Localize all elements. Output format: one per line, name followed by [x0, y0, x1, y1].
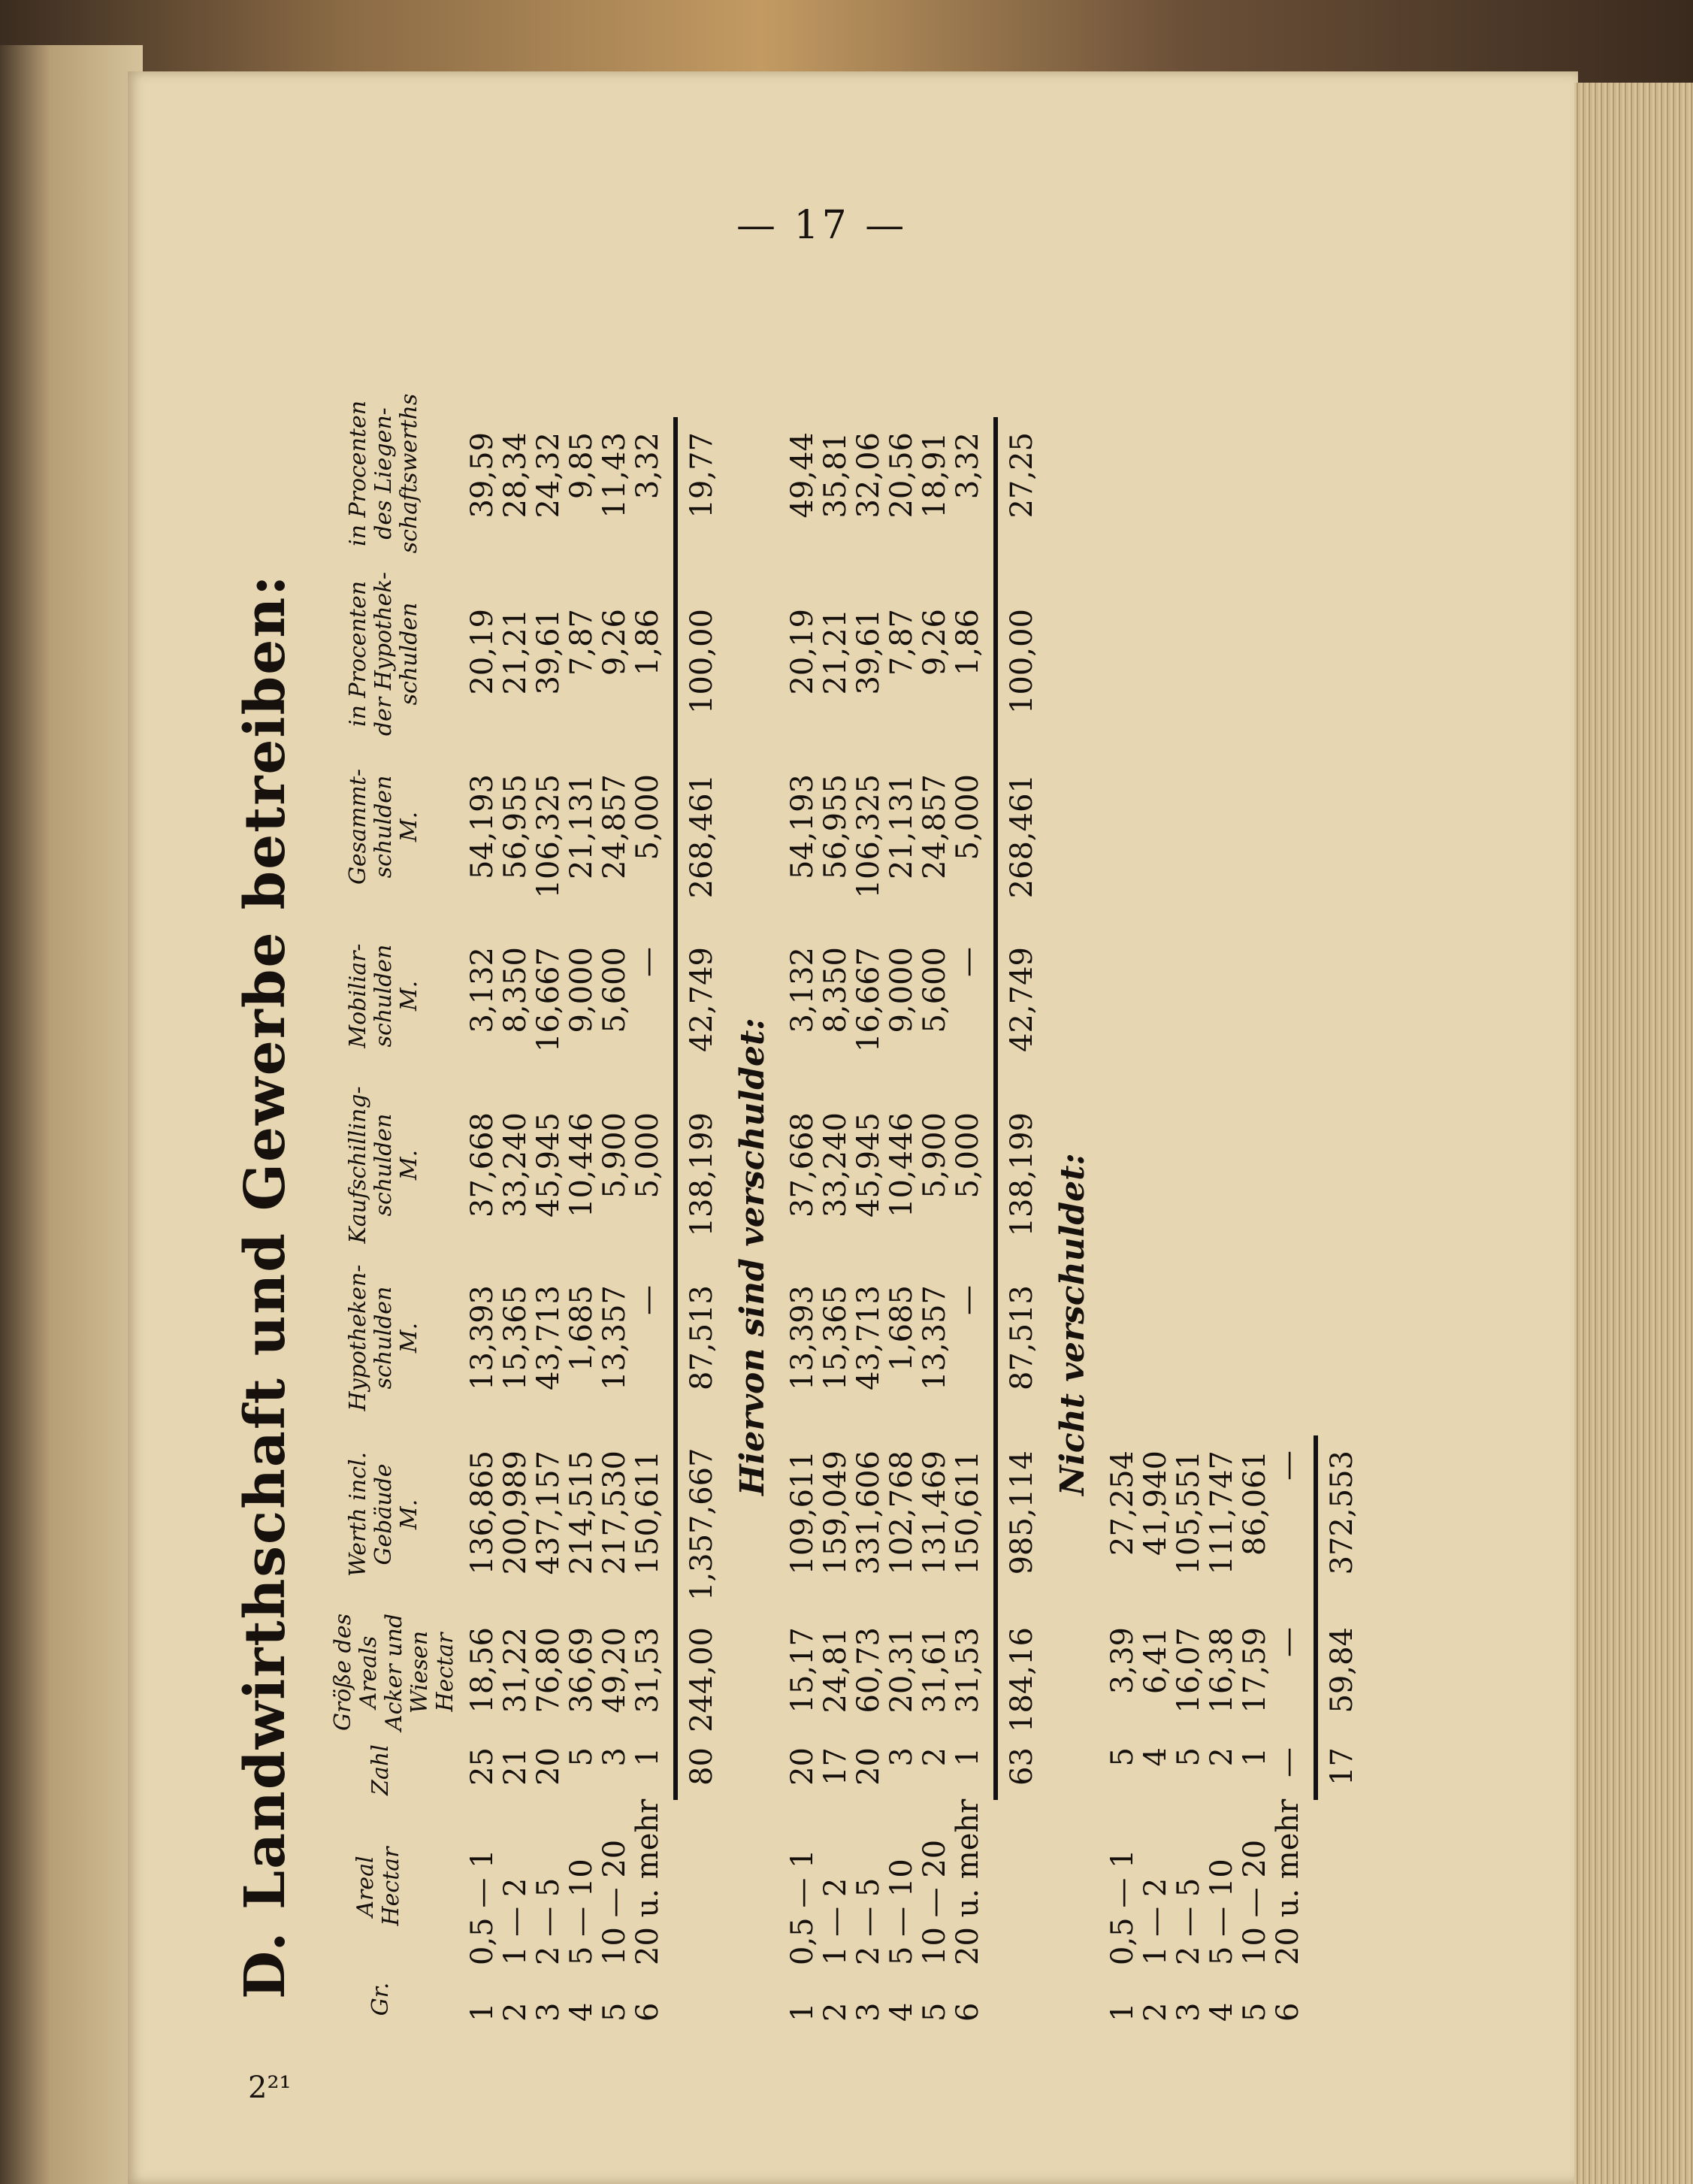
cell-zahl: 5 [1171, 1747, 1206, 1767]
table-row [1106, 68, 1139, 2022]
cell-kaufschilling: 37,668 [785, 1112, 820, 1218]
cell-gesammt: 5,000 [630, 774, 665, 861]
cell-gr: 2 [498, 2002, 533, 2022]
cell-kaufschilling: 138,199 [1005, 1112, 1039, 1237]
cell-proc-werth: 20,56 [884, 432, 919, 519]
cell-proc-hyp: 100,00 [1005, 609, 1039, 714]
cell-werth: 150,611 [951, 1450, 985, 1575]
cell-zahl: 20 [531, 1747, 566, 1786]
cell-areal: 20 u. mehr [1271, 1798, 1305, 1965]
cell-kaufschilling: 138,199 [685, 1112, 719, 1237]
cell-proc-hyp: 20,19 [785, 609, 820, 695]
cell-groesse: 31,53 [630, 1627, 665, 1714]
cell-proc-werth: 3,32 [630, 432, 665, 500]
block3-subheading: Nicht verschuldet: [1054, 1153, 1092, 1496]
left-page-edge [0, 45, 143, 2184]
cell-proc-hyp: 9,26 [597, 609, 632, 676]
cell-mobiliar: 16,667 [851, 947, 886, 1052]
cell-kaufschilling: 33,240 [818, 1112, 853, 1218]
cell-groesse: 24,81 [818, 1627, 853, 1714]
cell-hypothek: 15,365 [498, 1285, 533, 1390]
cell-zahl: 1 [630, 1747, 665, 1767]
cell-werth: 131,469 [918, 1450, 952, 1575]
cell-mobiliar: 8,350 [498, 947, 533, 1033]
cell-hypothek: 87,513 [1005, 1285, 1039, 1390]
cell-proc-werth: 11,43 [597, 432, 632, 519]
block2-subheading: Hiervon sind verschuldet: [733, 1018, 772, 1496]
cell-groesse: 36,69 [564, 1627, 599, 1714]
cell-areal: 1 — 2 [1138, 1877, 1173, 1965]
cell-proc-werth: 39,59 [465, 432, 500, 519]
cell-areal: 20 u. mehr [630, 1798, 665, 1965]
cell-proc-hyp: 20,19 [465, 609, 500, 695]
cell-zahl: 4 [1138, 1747, 1173, 1767]
cell-proc-hyp: 39,61 [851, 609, 886, 695]
table-header [330, 68, 458, 2022]
cell-groesse: 20,31 [884, 1627, 919, 1714]
cell-werth: 150,611 [630, 1450, 665, 1575]
cell-areal: 0,5 — 1 [785, 1849, 820, 1965]
cell-gesammt: 24,857 [918, 774, 952, 879]
cell-groesse: 31,53 [951, 1627, 985, 1714]
cell-proc-hyp: 1,86 [951, 609, 985, 676]
table-row [786, 68, 819, 2022]
table-row [1238, 68, 1271, 2022]
header-proc-werth: in Procenten des Liegen- schaftswerths [345, 393, 422, 554]
cell-gesammt: 54,193 [785, 774, 820, 879]
cell-kaufschilling: 37,668 [465, 1112, 500, 1218]
cell-werth: 27,254 [1105, 1450, 1140, 1556]
block3-total-rule [1314, 1435, 1318, 1800]
cell-zahl: 1 [1238, 1747, 1272, 1767]
cell-mobiliar: — [951, 947, 985, 977]
cell-gr: 2 [1138, 2002, 1173, 2022]
cell-mobiliar: 9,000 [884, 947, 919, 1033]
cell-areal: 2 — 5 [851, 1877, 886, 1965]
cell-proc-werth: 3,32 [951, 432, 985, 500]
cell-gr: 1 [1105, 2002, 1140, 2022]
cell-werth: 136,865 [465, 1450, 500, 1575]
cell-gr: 5 [597, 2002, 632, 2022]
cell-zahl: 1 [951, 1747, 985, 1767]
cell-proc-werth: 32,06 [851, 432, 886, 519]
cell-gr: 4 [884, 2002, 919, 2022]
cell-zahl: 80 [685, 1747, 719, 1786]
block1-total-rule [673, 417, 678, 1800]
cell-gesammt: 5,000 [951, 774, 985, 861]
table-row [532, 68, 565, 2022]
cell-zahl: 5 [1105, 1747, 1140, 1767]
cell-zahl: 17 [818, 1747, 853, 1786]
header-proc-hyp: in Procenten der Hypothek- schulden [345, 571, 422, 737]
cell-hypothek: — [630, 1285, 665, 1315]
cell-zahl: 25 [465, 1747, 500, 1786]
cell-werth: 372,553 [1325, 1450, 1359, 1575]
cell-areal: 1 — 2 [818, 1877, 853, 1965]
header-zahl: Zahl [367, 1744, 394, 1795]
cell-proc-hyp: 100,00 [685, 609, 719, 714]
cell-gr: 4 [564, 2002, 599, 2022]
cell-werth: 200,989 [498, 1450, 533, 1575]
cell-kaufschilling: 10,446 [564, 1112, 599, 1218]
cell-areal: 5 — 10 [884, 1859, 919, 1965]
cell-kaufschilling: 5,000 [951, 1112, 985, 1199]
cell-areal: 5 — 10 [564, 1859, 599, 1965]
cell-werth: 111,747 [1205, 1450, 1239, 1575]
cell-groesse: 31,61 [918, 1627, 952, 1714]
cell-werth: 86,061 [1238, 1450, 1272, 1556]
cell-werth: 985,114 [1005, 1450, 1039, 1575]
table-row [918, 68, 951, 2022]
cell-hypothek: 13,357 [918, 1285, 952, 1390]
cell-hypothek: 13,393 [785, 1285, 820, 1390]
cell-gr: 6 [951, 2002, 985, 2022]
cell-groesse: 16,07 [1171, 1627, 1206, 1714]
cell-areal: 5 — 10 [1205, 1859, 1239, 1965]
cell-hypothek: 1,685 [564, 1285, 599, 1372]
cell-werth: 105,551 [1171, 1450, 1206, 1575]
table-row [631, 68, 664, 2022]
cell-gesammt: 56,955 [818, 774, 853, 879]
cell-zahl: 2 [918, 1747, 952, 1767]
cell-hypothek: 43,713 [851, 1285, 886, 1390]
cell-groesse: 6,41 [1138, 1627, 1173, 1695]
cell-werth: 437,157 [531, 1450, 566, 1575]
rotated-table [218, 68, 1359, 2022]
cell-gr: 3 [531, 2002, 566, 2022]
cell-areal: 10 — 20 [597, 1839, 632, 1965]
cell-gesammt: 54,193 [465, 774, 500, 879]
cell-gr: 3 [851, 2002, 886, 2022]
cell-areal: 20 u. mehr [951, 1798, 985, 1965]
cell-gesammt: 56,955 [498, 774, 533, 879]
cell-gr: 5 [918, 2002, 952, 2022]
cell-proc-hyp: 1,86 [630, 609, 665, 676]
cell-areal: 2 — 5 [531, 1877, 566, 1965]
page-number: — 17 — [736, 203, 908, 248]
cell-groesse: 31,22 [498, 1627, 533, 1714]
cell-areal: 1 — 2 [498, 1877, 533, 1965]
cell-groesse: 17,59 [1238, 1627, 1272, 1714]
cell-werth: — [1271, 1450, 1305, 1481]
cell-mobiliar: 3,132 [465, 947, 500, 1033]
cell-gesammt: 24,857 [597, 774, 632, 879]
cell-proc-hyp: 21,21 [818, 609, 853, 695]
cell-proc-werth: 35,81 [818, 432, 853, 519]
cell-groesse: — [1271, 1627, 1305, 1657]
cell-mobiliar: 16,667 [531, 947, 566, 1052]
header-gesammt: Gesammt- schulden M. [345, 768, 422, 885]
cell-groesse: 3,39 [1105, 1627, 1140, 1695]
cell-proc-hyp: 9,26 [918, 609, 952, 676]
cell-hypothek: 43,713 [531, 1285, 566, 1390]
cell-groesse: 76,80 [531, 1627, 566, 1714]
cell-proc-hyp: 21,21 [498, 609, 533, 695]
cell-zahl: 21 [498, 1747, 533, 1786]
cell-areal: 0,5 — 1 [1105, 1849, 1140, 1965]
table-row [565, 68, 598, 2022]
cell-werth: 41,940 [1138, 1450, 1173, 1556]
cell-kaufschilling: 45,945 [851, 1112, 886, 1218]
table-row [1172, 68, 1205, 2022]
cell-hypothek: — [951, 1285, 985, 1315]
cell-proc-werth: 9,85 [564, 432, 599, 500]
cell-mobiliar: 3,132 [785, 947, 820, 1033]
table-row [885, 68, 918, 2022]
cell-hypothek: 15,365 [818, 1285, 853, 1390]
table-row [1271, 68, 1305, 2022]
cell-groesse: 59,84 [1325, 1627, 1359, 1714]
cell-kaufschilling: 10,446 [884, 1112, 919, 1218]
block2-total-rule [993, 417, 998, 1800]
cell-groesse: 15,17 [785, 1627, 820, 1714]
cell-proc-werth: 18,91 [918, 432, 952, 519]
cell-hypothek: 1,685 [884, 1285, 919, 1372]
cell-areal: 10 — 20 [1238, 1839, 1272, 1965]
total-row [1326, 68, 1359, 2022]
cell-groesse: 16,38 [1205, 1627, 1239, 1714]
cell-proc-hyp: 7,87 [884, 609, 919, 676]
cell-groesse: 60,73 [851, 1627, 886, 1714]
cell-gr: 1 [465, 2002, 500, 2022]
header-kaufschilling: Kaufschilling- schulden M. [345, 1086, 422, 1244]
cell-hypothek: 13,357 [597, 1285, 632, 1390]
cell-werth: 214,515 [564, 1450, 599, 1575]
table-row [852, 68, 885, 2022]
cell-werth: 109,611 [785, 1450, 820, 1575]
cell-kaufschilling: 5,900 [597, 1112, 632, 1199]
cell-werth: 159,049 [818, 1450, 853, 1575]
cell-gesammt: 106,325 [531, 774, 566, 899]
cell-areal: 2 — 5 [1171, 1877, 1206, 1965]
cell-mobiliar: 42,749 [685, 947, 719, 1052]
cell-zahl: 17 [1325, 1747, 1359, 1786]
cell-gr: 3 [1171, 2002, 1206, 2022]
cell-gesammt: 21,131 [564, 774, 599, 879]
cell-gesammt: 106,325 [851, 774, 886, 899]
section-title: D. Landwirthschaft und Gewerbe betreiben: [233, 573, 298, 1999]
cell-groesse: 49,20 [597, 1627, 632, 1714]
total-row [1005, 68, 1038, 2022]
cell-kaufschilling: 45,945 [531, 1112, 566, 1218]
header-werth: Werth incl. Gebäude M. [345, 1451, 422, 1578]
printer-signature: 2²¹ [248, 2071, 292, 2105]
cell-gesammt: 268,461 [1005, 774, 1039, 899]
cell-groesse: 18,56 [465, 1627, 500, 1714]
page-fore-edge [1574, 83, 1693, 2184]
cell-gr: 6 [1271, 2002, 1305, 2022]
header-hypothek: Hypotheken- schulden M. [345, 1264, 422, 1411]
cell-werth: 1,357,667 [685, 1447, 719, 1601]
header-gr: Gr. [367, 1982, 394, 2016]
cell-gr: 6 [630, 2002, 665, 2022]
cell-kaufschilling: 5,000 [630, 1112, 665, 1199]
cell-zahl: 3 [884, 1747, 919, 1767]
cell-areal: 0,5 — 1 [465, 1849, 500, 1965]
cell-zahl: 63 [1005, 1747, 1039, 1786]
cell-kaufschilling: 5,900 [918, 1112, 952, 1199]
cell-proc-werth: 49,44 [785, 432, 820, 519]
cell-zahl: 20 [785, 1747, 820, 1786]
cell-zahl: — [1271, 1747, 1305, 1777]
cell-hypothek: 87,513 [685, 1285, 719, 1390]
cell-proc-werth: 19,77 [685, 432, 719, 519]
table-row [598, 68, 631, 2022]
cell-mobiliar: 8,350 [818, 947, 853, 1033]
cell-kaufschilling: 33,240 [498, 1112, 533, 1218]
cell-groesse: 244,00 [685, 1627, 719, 1732]
cell-mobiliar: — [630, 947, 665, 977]
cell-gr: 1 [785, 2002, 820, 2022]
table-row [466, 68, 499, 2022]
table-row [819, 68, 852, 2022]
cell-gr: 2 [818, 2002, 853, 2022]
cell-zahl: 20 [851, 1747, 886, 1786]
cell-zahl: 3 [597, 1747, 632, 1767]
cell-werth: 102,768 [884, 1450, 919, 1575]
table-row [1205, 68, 1238, 2022]
cell-areal: 10 — 20 [918, 1839, 952, 1965]
header-areal: Areal Hectar [352, 1847, 404, 1926]
cell-mobiliar: 5,600 [918, 947, 952, 1033]
cell-proc-werth: 28,34 [498, 432, 533, 519]
cell-gr: 4 [1205, 2002, 1239, 2022]
table-row [1139, 68, 1172, 2022]
cell-gesammt: 268,461 [685, 774, 719, 899]
cell-mobiliar: 42,749 [1005, 947, 1039, 1052]
cell-gr: 5 [1238, 2002, 1272, 2022]
cell-hypothek: 13,393 [465, 1285, 500, 1390]
cell-mobiliar: 9,000 [564, 947, 599, 1033]
cell-zahl: 5 [564, 1747, 599, 1767]
table-row [951, 68, 984, 2022]
cell-mobiliar: 5,600 [597, 947, 632, 1033]
cell-gesammt: 21,131 [884, 774, 919, 879]
cell-proc-hyp: 7,87 [564, 609, 599, 676]
cell-werth: 217,530 [597, 1450, 632, 1575]
cell-proc-werth: 24,32 [531, 432, 566, 519]
cell-zahl: 2 [1205, 1747, 1239, 1767]
header-mobiliar: Mobiliar- schulden M. [345, 943, 422, 1048]
total-row [685, 68, 718, 2022]
header-groesse: Größe des Areals Acker und Wiesen Hectar [330, 1613, 458, 1732]
cell-proc-werth: 27,25 [1005, 432, 1039, 519]
cell-groesse: 184,16 [1005, 1627, 1039, 1732]
cell-werth: 331,606 [851, 1450, 886, 1575]
cell-proc-hyp: 39,61 [531, 609, 566, 695]
table-row [499, 68, 532, 2022]
